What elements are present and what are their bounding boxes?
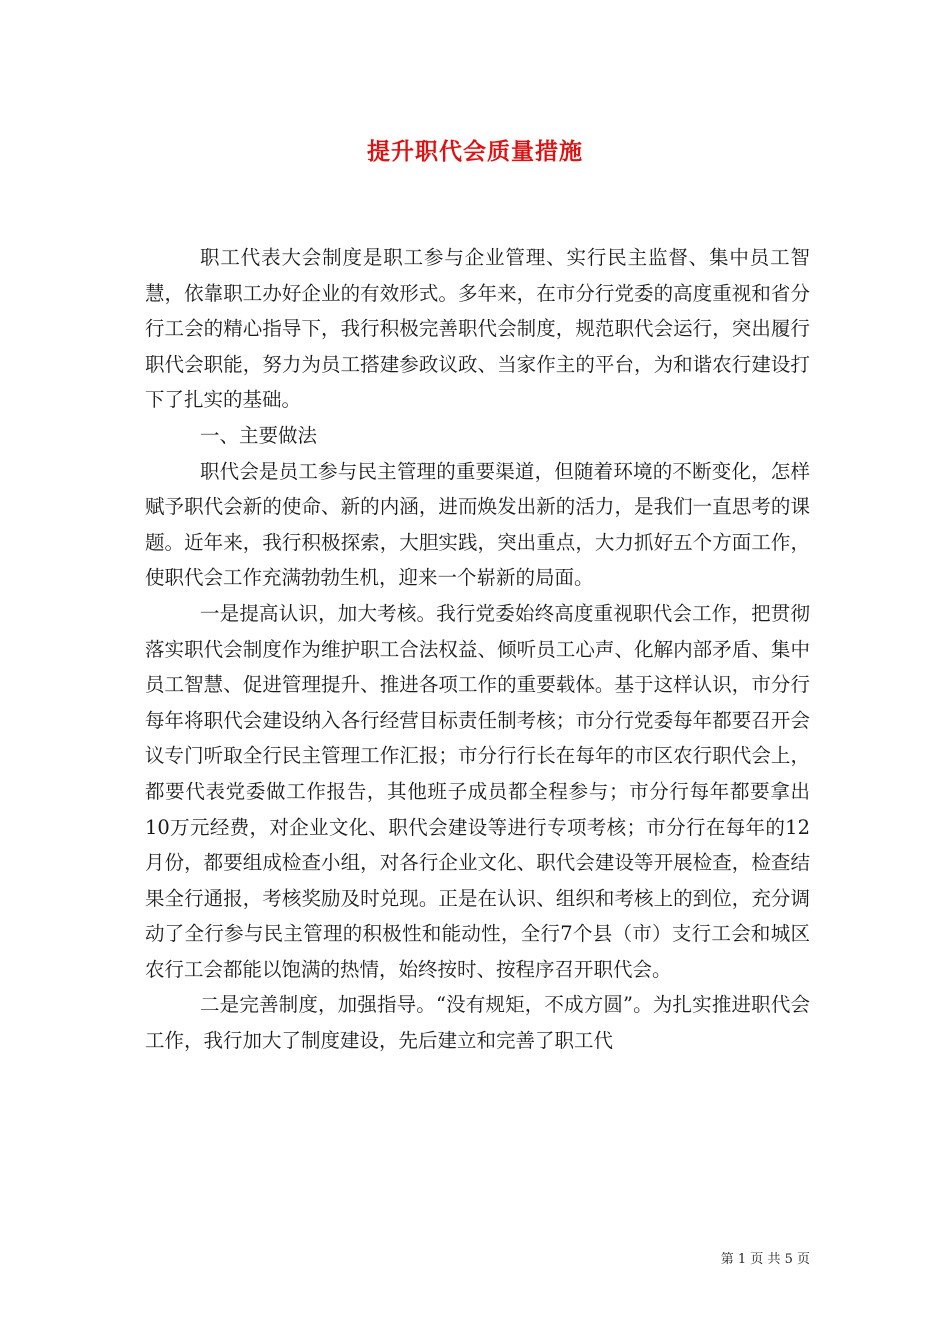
paragraph-intro: 职工代表大会制度是职工参与企业管理、实行民主监督、集中员工智慧，依靠职工办好企业的有效形式。多年来，在市分行党委的高度重视和省分行工会的精心指导下，我行积极完善职代会制度，规范职代会运行，突出履行职代会职能，努力为员工搭建参政议政、当家作主的平台，为和谐农行建设打下了扎实的基础。 <box>145 246 810 412</box>
section-heading-main-practices: 一、主要做法 <box>200 423 318 447</box>
paragraph-point-one: 一是提高认识，加大考核。我行党委始终高度重视职代会工作，把贯彻落实职代会制度作为维护职工合法权益、倾听员工心声、化解内部矛盾、集中员工智慧、促进管理提升、推进各项工作的重要载体。基于这样认识，市分行每年将职代会建设纳入各行经营目标责任制考核；市分行党委每年都要召开会议专门听取全行民主管理工作汇报；市分行行长在每年的市区农行职代会上，都要代表党委做工作报告，其他班子成员都全程参与；市分行每年都要拿出10万元经费，对企业文化、职代会建设等进行专项考核；市分行在每年的12月份，都要组成检查小组，对各行企业文化、职代会建设等开展检查，检查结果全行通报，考核奖励及时兑现。正是在认识、组织和考核上的到位，充分调动了全行参与民主管理的积极性和能动性，全行7个县（市）支行工会和城区农行工会都能以饱满的热情，始终按时、按程序召开职代会。 <box>145 601 810 981</box>
paragraph-point-two: 二是完善制度，加强指导。“没有规矩，不成方圆”。为扎实推进职代会工作，我行加大了制度建设，先后建立和完善了职工代 <box>145 993 810 1053</box>
page-title: 提升职代会质量措施 <box>367 138 583 165</box>
page-number-footer: 第 1 页 共 5 页 <box>720 1252 810 1267</box>
paragraph-practices-overview: 职代会是员工参与民主管理的重要渠道，但随着环境的不断变化，怎样赋予职代会新的使命、新的内涵，进而焕发出新的活力，是我们一直思考的课题。近年来，我行积极探索，大胆实践，突出重点，大力抓好五个方面工作，使职代会工作充满勃勃生机，迎来一个崭新的局面。 <box>145 459 810 590</box>
document-body <box>145 240 810 1059</box>
